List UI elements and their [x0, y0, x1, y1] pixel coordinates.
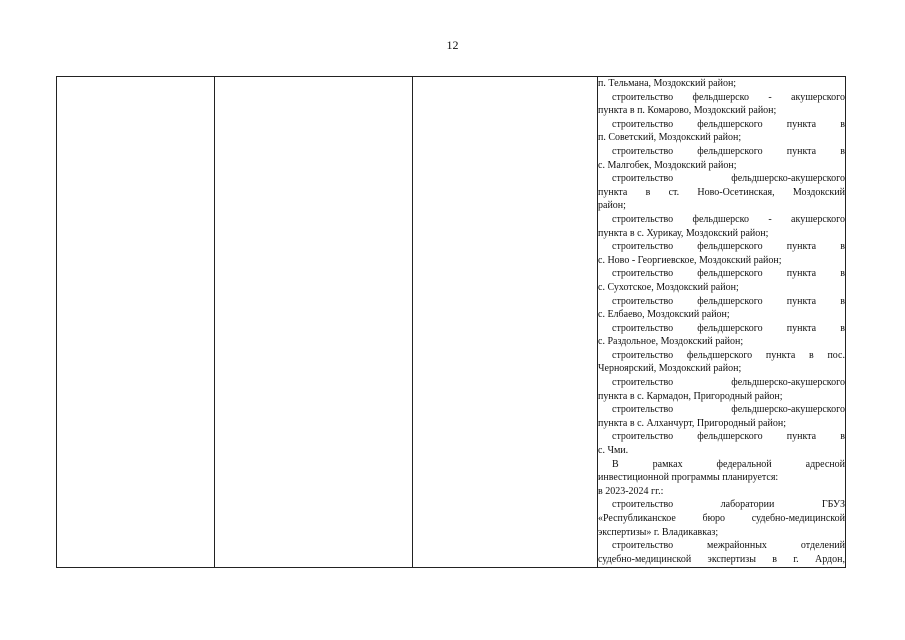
text-line: пункта в с. Кармадон, Пригородный район;	[598, 390, 783, 402]
text-line: строительство фельдшерского пункта в	[612, 241, 845, 253]
text-line: строительство фельдшерско-акушерского	[612, 173, 845, 185]
text-line: Черноярский, Моздокский район;	[598, 363, 742, 375]
table-row	[57, 77, 846, 568]
text-line: пункта в п. Комарово, Моздокский район;	[598, 105, 777, 117]
text-line: строительство фельдшерского пункта в	[612, 118, 845, 130]
text-line: с. Ново - Георгиевское, Моздокский район;	[598, 254, 782, 266]
text-line: п. Советский, Моздокский район;	[598, 132, 742, 144]
text-line: строительство фельдшерского пункта в пос.	[612, 349, 845, 361]
text-line: с. Малгобек, Моздокский район;	[598, 159, 737, 171]
text-line: в 2023-2024 гг.:	[598, 485, 664, 497]
text-line: п. Тельмана, Моздокский район;	[598, 78, 737, 89]
text-line: строительство фельдшерского пункта в	[612, 268, 845, 280]
text-line: с. Раздольное, Моздокский район;	[598, 336, 744, 348]
cell-text	[598, 77, 845, 566]
text-line: строительство межрайонных отделений	[612, 540, 845, 552]
text-line: строительство фельдшерско-акушерского	[612, 404, 845, 416]
text-line: строительство фельдшерского пункта в	[612, 431, 845, 443]
document-table	[56, 76, 846, 568]
text-line: строительство лаборатории ГБУЗ	[612, 499, 845, 511]
page-number: 12	[446, 38, 459, 52]
text-line: экспертизы» г. Владикавказ;	[598, 526, 719, 538]
table-cell-column-4	[598, 77, 846, 568]
table-cell-column-2	[215, 77, 413, 568]
table-cell-column-1	[57, 77, 215, 568]
text-line: пункта в ст. Ново-Осетинская, Моздокский	[598, 186, 845, 198]
text-line: с. Чми.	[598, 445, 629, 457]
text-line: пункта в с. Хурикау, Моздокский район;	[598, 227, 769, 239]
text-line: строительство фельдшерского пункта в	[612, 322, 845, 334]
text-line: пункта в с. Алханчурт, Пригородный район;	[598, 417, 786, 429]
text-line: район;	[598, 200, 626, 212]
text-line: В рамках федеральной адресной	[612, 458, 845, 470]
text-line: строительство фельдшерско-акушерского	[612, 377, 845, 389]
text-line: строительство фельдшерско - акушерского	[612, 213, 845, 225]
text-line: строительство фельдшерского пункта в	[612, 295, 845, 307]
text-line: «Республиканское бюро судебно-медицинской	[598, 513, 845, 524]
text-line: с. Елбаево, Моздокский район;	[598, 309, 730, 321]
text-line: строительство фельдшерско - акушерского	[612, 91, 845, 103]
table-cell-column-3	[413, 77, 598, 568]
text-line: инвестиционной программы планируется:	[598, 472, 779, 484]
text-line: с. Сухотское, Моздокский район;	[598, 281, 739, 293]
text-line: судебно-медицинской экспертизы в г. Ардон,	[598, 553, 845, 565]
text-line: строительство фельдшерского пункта в	[612, 145, 845, 157]
